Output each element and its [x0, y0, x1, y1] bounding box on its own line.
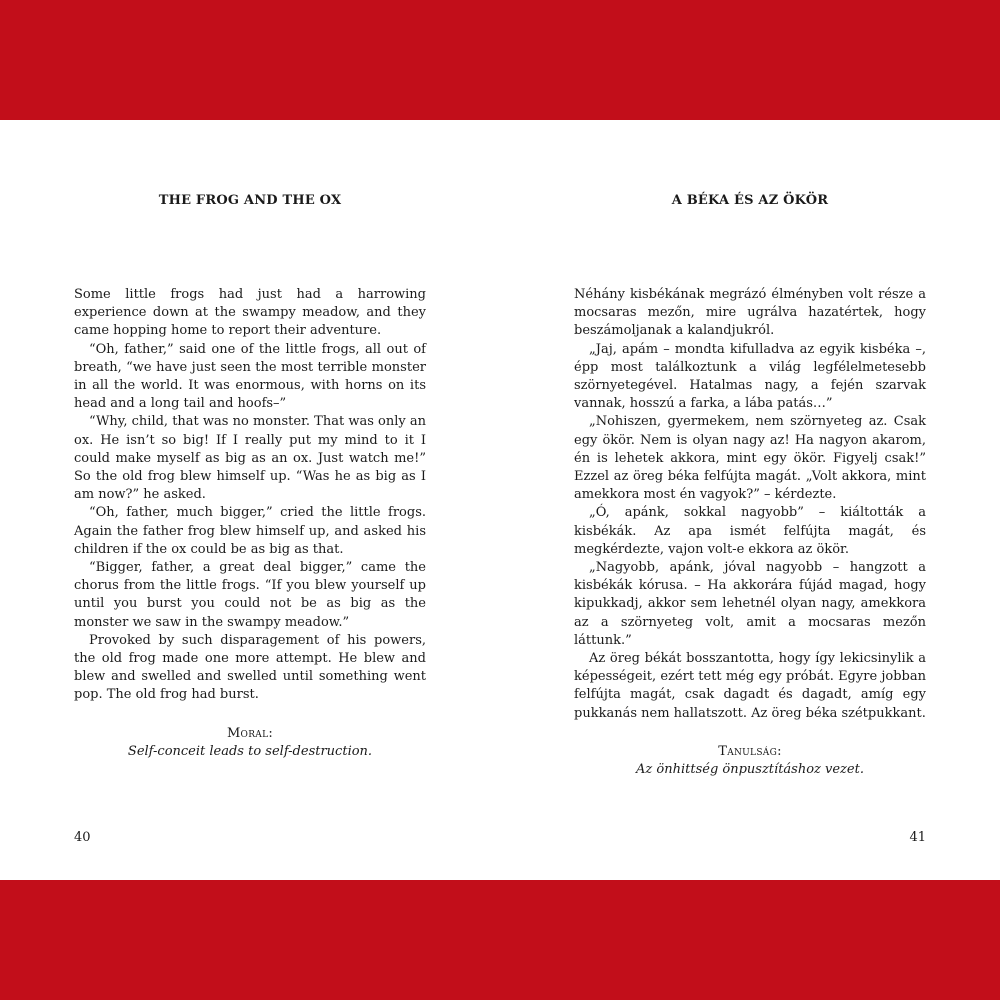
paragraph: „Ó, apánk, sokkal nagyobb” – kiáltották a kisbékák. Az apa ismét felfújta magát, és megkérdezte, vajon volt-e ekkora az ökör.: [574, 505, 926, 557]
moral-text: Az önhittség önpusztításhoz vezet.: [636, 762, 864, 778]
page-title: THE FROG AND THE OX: [158, 193, 342, 208]
page-number: 40: [74, 830, 91, 845]
moral-text: Self-conceit leads to self-destruction.: [127, 743, 373, 759]
paragraph: „Nagyobb, apánk, jóval nagyobb – hangzott a kisbékák kórusa. – Ha akkorára fújád magad, hogy kipukkadj, akkor sem lehetnél olyan nagy, amekkora az a szörnyeteg volt, amit a mocsaras mezőn láttunk.”: [574, 560, 926, 648]
page-title: A BÉKA ÉS AZ ÖKÖR: [671, 193, 829, 208]
paragraph: Az öreg békát bosszantotta, hogy így lekicsinylik a képességeit, ezért tett még egy próbát. Egyre jobban felfújta magát, csak dagadt és dagadt, amíg egy pukkanás nem hallatszott. Az öreg béka szétpukkant.: [574, 651, 926, 721]
paragraph: “Bigger, father, a great deal bigger,” came the chorus from the little frogs. “If you blew yourself up until you burst you could not be as big as the monster we saw in the swampy meadow.”: [74, 560, 426, 630]
moral-label: Tanulság:: [718, 743, 782, 759]
paragraph: „Nohiszen, gyermekem, nem szörnyeteg az. Csak egy ökör. Nem is olyan nagy az! Ha nagyon akarom, én is lehetek akkora, mint egy ökör. Figyelj csak!” Ezzel az öreg béka felfújta magát. „Volt akkora, mint amekkora most én vagyok?” – kérdezte.: [574, 414, 926, 503]
left-page: [74, 120, 426, 880]
moral-label: Moral:: [226, 725, 274, 741]
paragraph: „Jaj, apám – mondta kifulladva az egyik kisbéka –, épp most találkoztunk a világ legfélelmetesebb szörnyetegével. Hatalmas nagy, a fején szarvak vannak, hosszú a farka, a lába patás…”: [574, 341, 926, 412]
paragraph: “Oh, father,” said one of the little frogs, all out of breath, “we have just seen the most terrible monster in all the world. It was enormous, with horns on its head and a long tail and hoofs–”: [74, 341, 426, 412]
moral-block: [574, 743, 926, 779]
moral-block: [74, 725, 426, 761]
page-number: 41: [909, 830, 926, 845]
paragraph: “Oh, father, much bigger,” cried the little frogs. Again the father frog blew himself up, and asked his children if the ox could be as big as that.: [74, 505, 426, 557]
paragraph: Some little frogs had just had a harrowing experience down at the swampy meadow, and they came hopping home to report their adventure.: [74, 287, 426, 339]
paragraph: Provoked by such disparagement of his powers, the old frog made one more attempt. He blew and blew and swelled and swelled until something went pop. The old frog had burst.: [74, 632, 426, 703]
story-text: [574, 286, 926, 779]
right-page: [574, 120, 926, 880]
paragraph: “Why, child, that was no monster. That was only an ox. He isn’t so big! If I really put my mind to it I could make myself as big as an ox. Just watch me!” So the old frog blew himself up. “Was he as big as I am now?” he asked.: [74, 414, 426, 503]
story-text: [74, 286, 426, 761]
top-red-band: [0, 0, 1000, 120]
bottom-red-band: [0, 880, 1000, 1000]
paragraph: Néhány kisbékának megrázó élményben volt része a mocsaras mezőn, mire ugrálva hazatértek, hogy beszámoljanak a kalandjukról.: [574, 287, 926, 339]
